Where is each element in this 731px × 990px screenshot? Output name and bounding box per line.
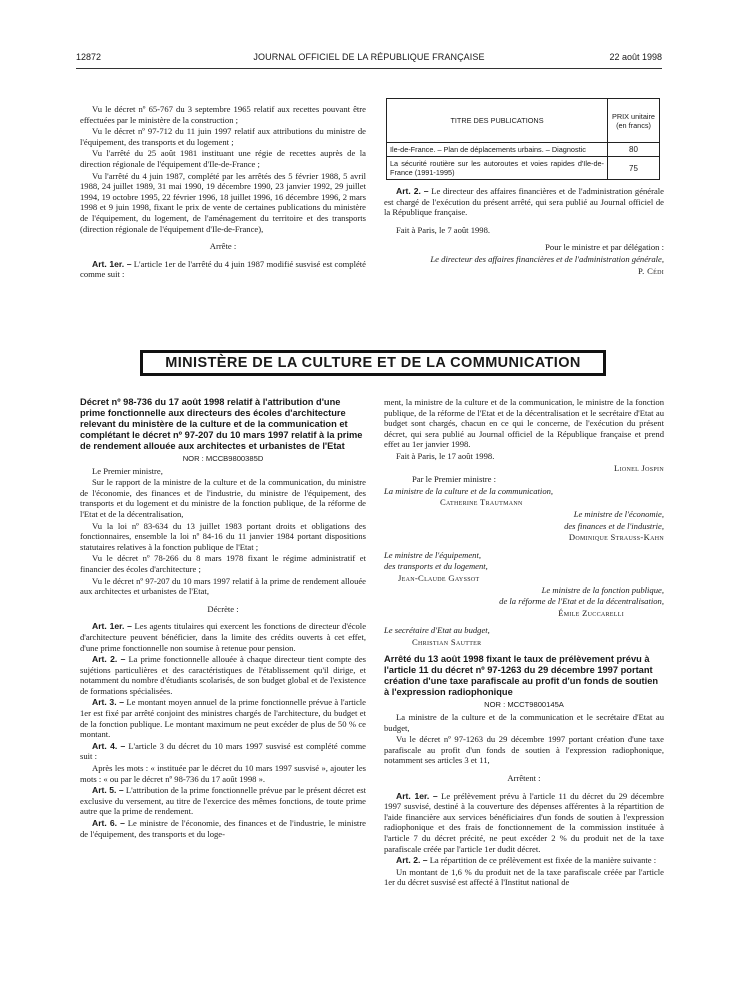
article-text: Le directeur des affaires financières et de l'administration générale est chargé de l'exécution du présent arrêté, qui sera publié au Journal officiel de la République française.: [384, 186, 664, 218]
arrete-heading: Arrête :: [209, 241, 237, 252]
signatory-name: Christian Sautter: [412, 636, 482, 647]
article-text: Le montant moyen annuel de la prime fonctionnelle prévue à l'article 1er est fixé par arrêté conjoint des ministres chargés de l'architecture, du budget et de la fonction publique. Le montant maximum ne peut excéder de plus de 50 % ce montant.: [80, 697, 366, 740]
par-line: Par le Premier ministre :: [412, 474, 497, 485]
page-header: [76, 52, 662, 66]
article-paragraph: [384, 855, 664, 866]
paragraph: Vu l'arrêté du 4 juin 1987, complété par les arrêtés des 5 février 1988, 5 avril 1988, 24 juillet 1989, 31 mai 1990, 19 décembre 1990, 23 janvier 1992, 29 juillet 1994, 19 octobre 1995, 22 février 1996, 18 juillet 1996, 16 décembre 1996, 2 mars 1998 et 9 juin 1998, fixant le prix de vente de certaines publications du ministère de l'équipement, du logement, de l'aménagement du territoire et des transports (direction régionale de l'équipement d'Ile-de-France),: [80, 170, 366, 234]
paragraph: Sur le rapport de la ministre de la culture et de la communication, du ministre de l'économie, des finances et de l'industrie, du ministre de l'équipement, des transports et du logement et du ministre de la fonction publique, de la réforme de l'Etat et de la décentralisation,: [80, 477, 366, 519]
article-paragraph: [384, 791, 664, 855]
signatory-role: Le secrétaire d'Etat au budget,: [384, 625, 490, 636]
arrete-title: Arrêté du 13 août 1998 fixant le taux de prélèvement prévu à l'article 11 du décret nº 97-1263 du 29 décembre 1997 portant création d'une taxe parafiscale au profit d'un fonds de soutien à l'expression radiophonique: [384, 654, 659, 698]
signatory-name: Émile Zuccarelli: [558, 607, 624, 618]
table-cell: 80: [608, 143, 660, 157]
article-text: Le ministre de l'économie, des finances et de l'industrie, le ministre de l'équipement, des transports et du loge-: [80, 818, 366, 839]
signatory-role: des transports et du logement,: [384, 561, 488, 572]
article-paragraph: [80, 259, 366, 280]
article-label: Art. 2. –: [92, 654, 126, 665]
paragraph: Vu le décret nº 97-207 du 10 mars 1997 relatif à la prime de rendement allouée aux architectes et urbanistes de l'Etat,: [80, 575, 366, 597]
article-label: Art. 6. –: [92, 818, 125, 828]
article-label: Art. 1er. –: [92, 621, 132, 632]
header-rule: [76, 68, 662, 69]
nor-reference: NOR : MCCT9800145A: [484, 700, 564, 710]
paragraph: Un montant de 1,6 % du produit net de la taxe parafiscale créée par l'article 1er du décret susvisé est affecté à l'Institut national de: [384, 866, 664, 888]
signatory-role: de la réforme de l'Etat et de la décentralisation,: [499, 596, 664, 607]
decrete-heading: Décrète :: [207, 603, 239, 614]
signatory-name: Jean-Claude Gayssot: [398, 572, 480, 583]
article-text: Le prélèvement prévu à l'article 11 du décret du 29 décembre 1997 susvisé, destiné à la couverture des dépenses afférentes à la répartition de l'aide financière aux services bénéficiaires d'un fonds de soutien à l'expression radiophonique et des frais de fonctionnement de la commission instituée à l'article 7 du décret précité, ne peut excéder 2 % du produit net de la taxe parafiscale créée par l'article 1er dudit décret.: [384, 790, 665, 854]
article-paragraph: [384, 186, 664, 218]
table-cell: 75: [608, 157, 660, 180]
delegation-line: Pour le ministre et par délégation :: [545, 242, 664, 253]
decree-column: [80, 397, 366, 840]
signatory-role: Le ministre de l'économie,: [573, 508, 664, 519]
arrete-continuation-right: [384, 98, 664, 277]
arretent-heading: Arrêtent :: [507, 773, 541, 784]
signatory-role: La ministre de la culture et de la communication,: [384, 485, 554, 496]
article-label: Art. 2. –: [396, 855, 428, 866]
article-paragraph: [80, 741, 366, 762]
paragraph: La ministre de la culture et de la communication et le secrétaire d'Etat au budget,: [384, 712, 664, 733]
signatory-name: P. Cédi: [638, 265, 664, 276]
paragraph: Vu l'arrêté du 25 août 1981 instituant une régie de recettes auprès de la direction régionale de l'équipement d'Ile-de-France ;: [80, 148, 366, 169]
article-label: Art. 1er. –: [92, 258, 132, 269]
paragraph: ment, la ministre de la culture et de la communication, le ministre de la fonction publique, de la réforme de l'Etat et de la décentralisation et le secrétaire d'Etat au budget sont chargés, chacun en ce qui le concerne, de l'exécution du présent décret, qui sera publié au Journal officiel de la République française et prend effet au 1er janvier 1998.: [384, 397, 664, 450]
signatory-role: Le directeur des affaires financières et de l'administration générale,: [430, 253, 664, 264]
signatory-name: Catherine Trautmann: [440, 497, 523, 508]
article-label: Art. 1er. –: [396, 790, 438, 801]
article-paragraph: [80, 621, 366, 653]
fait-line: Fait à Paris, le 7 août 1998.: [396, 224, 491, 235]
nor-reference: NOR : MCCB9800385D: [182, 454, 264, 463]
fait-line: Fait à Paris, le 17 août 1998.: [396, 450, 495, 461]
table-row: [387, 157, 660, 180]
decree-title: Décret nº 98-736 du 17 août 1998 relatif à l'attribution d'une prime fonctionnelle aux directeurs des écoles d'architecture relevant du ministère de la culture et de la communication et complétant le décret nº 97-207 du 10 mars 1997 relatif à la prime de rendement allouée aux architectes et urbanistes de l'Etat: [80, 397, 363, 451]
article-text: L'article 1er de l'arrêté du 4 juin 1987 modifié susvisé est complété comme suit :: [80, 258, 366, 280]
article-text: L'attribution de la prime fonctionnelle prévue par le présent décret est exclusive du versement, au titre de l'exercice des mêmes fonctions, de toute prime autre que la prime de rendement.: [80, 785, 366, 817]
paragraph: Après les mots : « instituée par le décret du 10 mars 1997 susvisé », ajouter les mots : « ou par le décret nº 98-736 du 17 août 1998 ».: [80, 763, 366, 784]
signatory-role: des finances et de l'industrie,: [564, 520, 664, 531]
table-header-price: PRIX unitaire (en francs): [608, 99, 660, 143]
paragraph: Vu le décret nº 78-266 du 8 mars 1978 fixant le régime administratif et financier des écoles d'architecture ;: [80, 553, 366, 574]
article-text: Les agents titulaires qui exercent les fonctions de directeur d'école d'architecture peuvent bénéficier, dans la limite des crédits ouverts à cet effet, d'une prime fonctionnelle non soumise à retenue pour pension.: [80, 621, 367, 653]
table-cell: Ile-de-France. – Plan de déplacements urbains. – Diagnostic: [387, 143, 608, 157]
paragraph: Le Premier ministre,: [92, 465, 163, 476]
article-label: Art. 3. –: [92, 697, 124, 708]
article-label: Art. 4. –: [92, 740, 126, 751]
signatory-name: Lionel Jospin: [614, 462, 664, 473]
signatory-role: Le ministre de la fonction publique,: [541, 584, 664, 595]
article-paragraph: [80, 697, 366, 739]
publications-table: [386, 98, 660, 180]
article-label: Art. 2. –: [396, 186, 429, 196]
decree-continuation-column: [384, 397, 664, 889]
paragraph: Vu le décret nº 97-1263 du 29 décembre 1997 portant création d'une taxe parafiscale au profit d'un fonds de soutien à l'expression radiophonique, notamment ses articles 3 et 11,: [384, 734, 664, 766]
paragraph: Vu le décret nº 65-767 du 3 septembre 1965 relatif aux recettes pouvant être effectuées par le ministère de la construction ;: [80, 104, 366, 125]
paragraph: Vu la loi nº 83-634 du 13 juillet 1983 portant droits et obligations des fonctionnaires, ensemble la loi nº 84-16 du 11 janvier 1984 portant dispositions statutaires relatives à la fonction publique de l'Etat ;: [80, 520, 366, 552]
page-number: 12872: [76, 52, 102, 62]
signatory-role: Le ministre de l'équipement,: [384, 549, 481, 560]
arrete-continuation: [80, 104, 366, 281]
paragraph: Vu le décret nº 97-712 du 11 juin 1997 relatif aux attributions du ministre de l'équipement, des transports et du logement ;: [80, 126, 366, 147]
article-paragraph: [80, 785, 366, 817]
article-text: La prime fonctionnelle allouée à chaque directeur tient compte des sujétions particulières et des caractéristiques de l'établissement qu'il dirige, et notamment du nombre d'étudiants scolarisés, de son budget global et de l'existence de formations spécialisées.: [80, 654, 366, 696]
table-header-title: TITRE DES PUBLICATIONS: [387, 99, 608, 143]
table-cell: La sécurité routière sur les autoroutes et voies rapides d'Ile-de-France (1991-1995): [387, 157, 608, 180]
article-paragraph: [80, 654, 366, 696]
article-paragraph: [80, 818, 366, 839]
ministry-banner: MINISTÈRE DE LA CULTURE ET DE LA COMMUNICATION: [140, 350, 606, 376]
table-row: [387, 143, 660, 157]
journal-title: JOURNAL OFFICIEL DE LA RÉPUBLIQUE FRANÇAISE: [253, 52, 485, 62]
article-text: L'article 3 du décret du 10 mars 1997 susvisé est complété comme suit :: [80, 740, 366, 762]
article-text: La répartition de ce prélèvement est fixée de la manière suivante :: [429, 855, 657, 866]
issue-date: 22 août 1998: [609, 52, 662, 62]
signatory-name: Dominique Strauss-Kahn: [568, 532, 664, 543]
article-label: Art. 5. –: [92, 785, 124, 796]
